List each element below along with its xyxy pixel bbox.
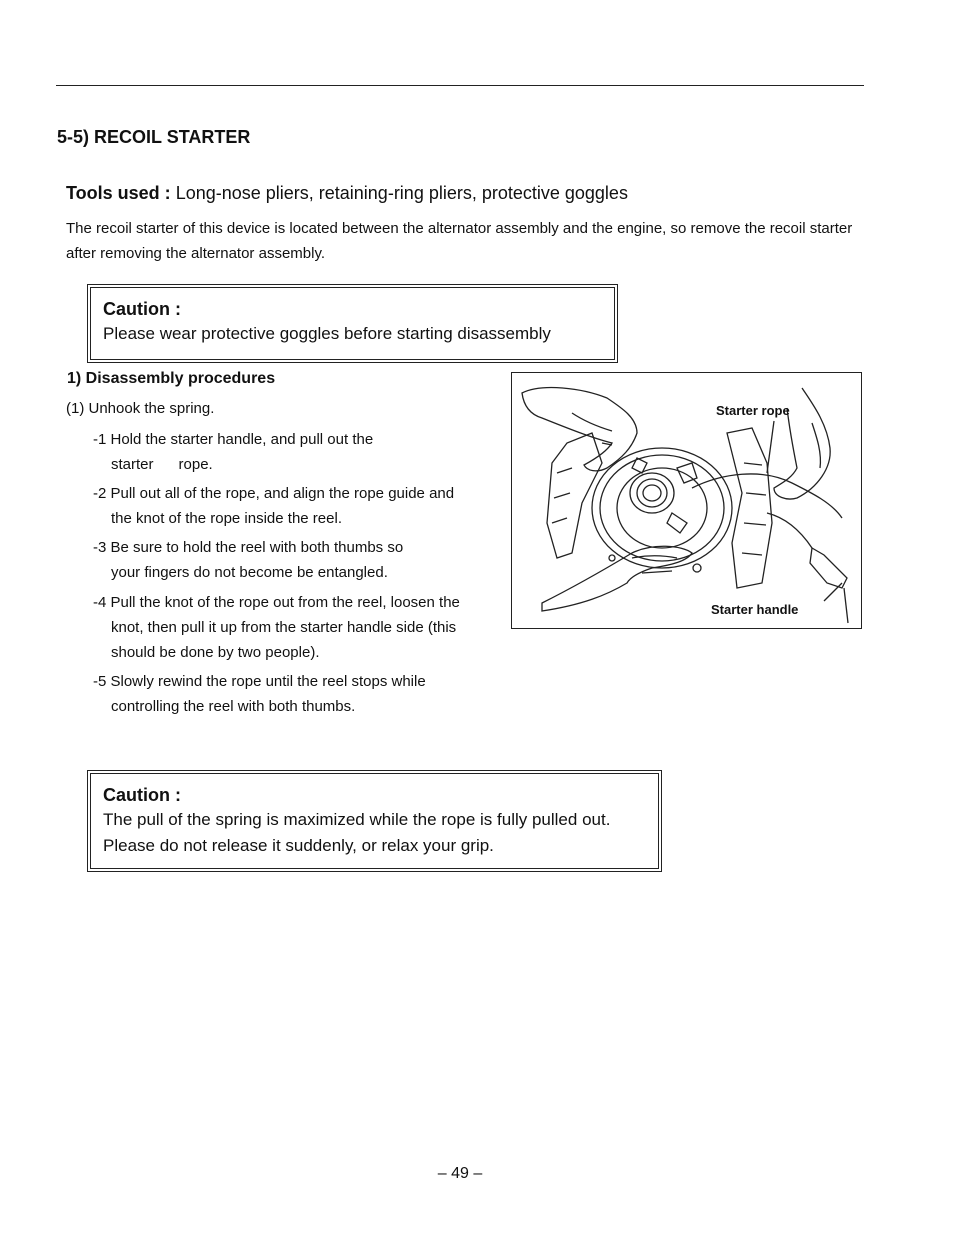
section-title: 5-5) RECOIL STARTER xyxy=(57,127,251,147)
substep-5: -5 Slowly rewind the rope until the reel stops while controlling the reel with both thumbs. xyxy=(93,673,426,715)
substep-3: -3 Be sure to hold the reel with both thumbs so your fingers do not become be entangled. xyxy=(93,539,404,581)
caution-text: Please wear protective goggles before starting disassembly xyxy=(103,324,551,343)
caution-title: Caution : xyxy=(103,299,181,319)
caution-box-spring xyxy=(87,770,662,872)
step-unhook-spring: (1) Unhook the spring. xyxy=(66,400,215,417)
tools-label: Tools used : xyxy=(66,183,171,203)
page-number: – 49 – xyxy=(437,1165,483,1182)
caution-text-line2: Please do not release it suddenly, or relax your grip. xyxy=(103,836,494,855)
recoil-starter-illustration xyxy=(511,372,862,629)
label-starter-handle: Starter handle xyxy=(711,602,799,617)
caution-text-line1: The pull of the spring is maximized while the rope is fully pulled out. xyxy=(103,810,611,829)
caution-box-goggles xyxy=(87,284,618,363)
substep-1: -1 Hold the starter handle, and pull out the starter rope. xyxy=(93,431,374,473)
intro-paragraph: The recoil starter of this device is located between the alternator assembly and the engine, so remove the recoil starter after removing the alternator assembly. xyxy=(66,220,853,262)
caution-title: Caution : xyxy=(103,785,181,805)
substep-2: -2 Pull out all of the rope, and align the rope guide and the knot of the rope inside the reel. xyxy=(93,485,455,527)
recoil-starter-drawing xyxy=(512,373,862,629)
top-rule xyxy=(56,85,864,86)
label-starter-rope: Starter rope xyxy=(716,403,790,418)
substep-4: -4 Pull the knot of the rope out from the reel, loosen the knot, then pull it up from the starter handle side (this should be done by two people). xyxy=(93,594,460,661)
tools-used xyxy=(66,183,628,204)
procedures-title: 1) Disassembly procedures xyxy=(67,370,276,387)
tools-list: Long-nose pliers, retaining-ring pliers, protective goggles xyxy=(175,183,628,203)
